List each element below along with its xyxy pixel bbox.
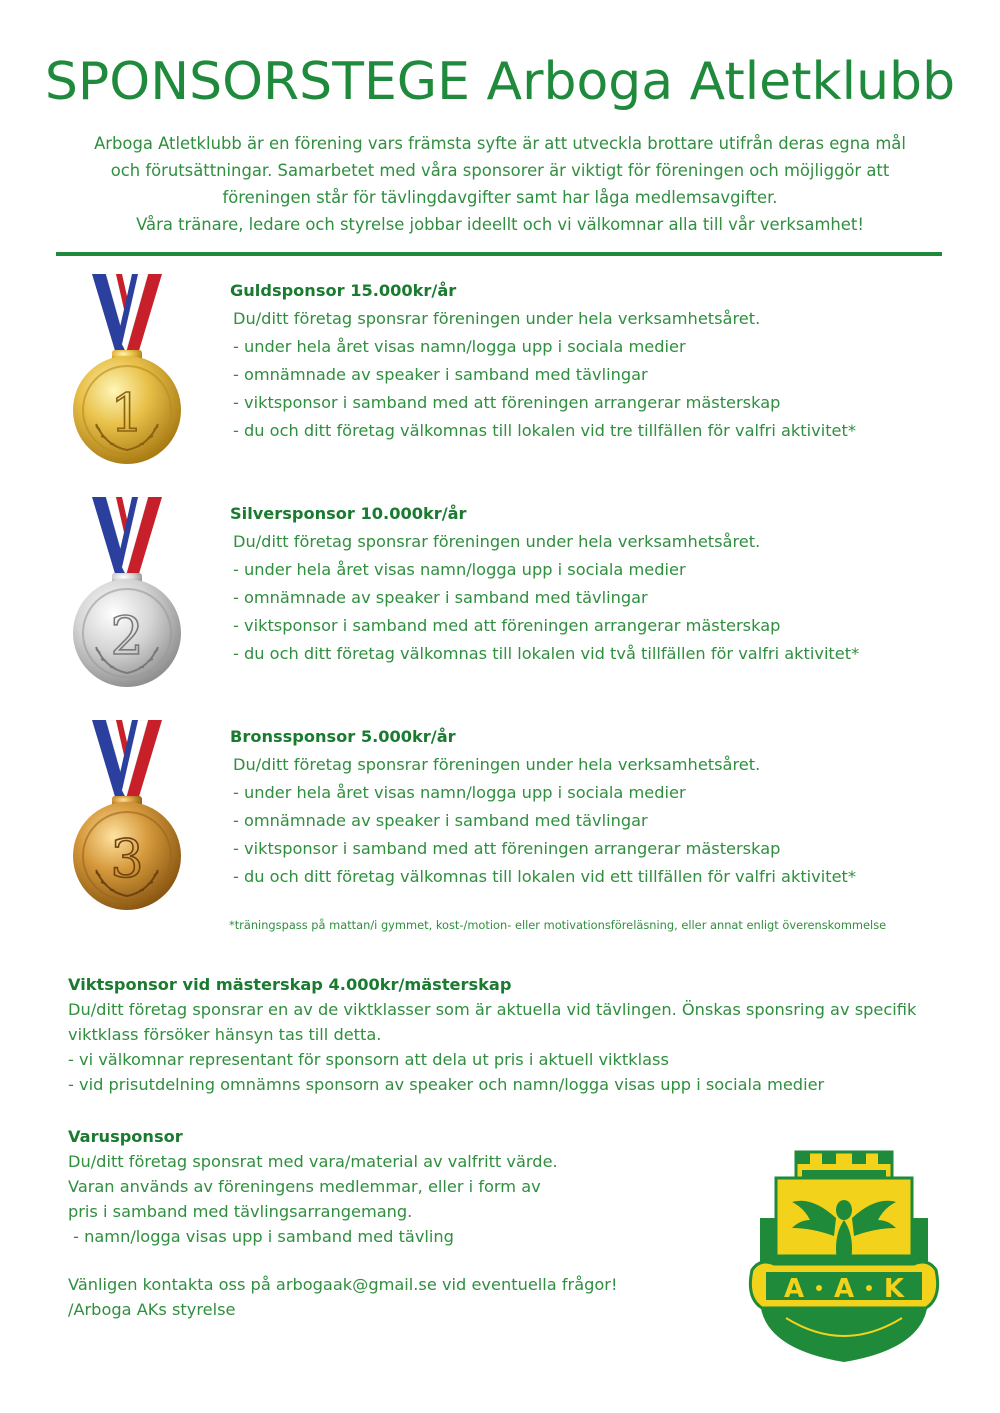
- section-heading: Varusponsor: [68, 1127, 183, 1146]
- svg-text:A: A: [783, 1274, 805, 1304]
- tier-line: Du/ditt företag sponsrar föreningen under hela verksamhetsåret.: [233, 755, 761, 774]
- svg-text:A: A: [833, 1274, 855, 1304]
- section-line: - vi välkomnar representant för sponsorn att dela ut pris i aktuell viktklass: [68, 1050, 669, 1069]
- footnote: *träningspass på mattan/i gymmet, kost-/motion- eller motivationsföreläsning, eller annat enligt överenskommelse: [229, 918, 887, 932]
- section-line: - namn/logga visas upp i samband med tävling: [68, 1227, 454, 1246]
- tier-line: - viktsponsor i samband med att föreningen arrangerar mästerskap: [233, 839, 781, 858]
- tier-line: - under hela året visas namn/logga upp i sociala medier: [233, 560, 686, 579]
- tier-line: - omnämnade av speaker i samband med tävlingar: [233, 588, 648, 607]
- gold-sponsor-section: [230, 277, 970, 445]
- section-line: Du/ditt företag sponsrat med vara/material av valfritt värde.: [68, 1152, 558, 1171]
- signature-line: /Arboga AKs styrelse: [68, 1300, 236, 1319]
- tier-line: - omnämnade av speaker i samband med tävlingar: [233, 365, 648, 384]
- section-line: pris i samband med tävlingsarrangemang.: [68, 1202, 413, 1221]
- intro-line: Våra tränare, ledare och styrelse jobbar ideellt och vi välkomnar alla till vår verksamhet!: [136, 215, 864, 234]
- bronze-sponsor-section: [230, 723, 970, 891]
- svg-text:1: 1: [110, 384, 144, 444]
- section-line: Varan används av föreningens medlemmar, eller i form av: [68, 1177, 541, 1196]
- tier-line: - viktsponsor i samband med att föreningen arrangerar mästerskap: [233, 616, 781, 635]
- tier-line: Du/ditt företag sponsrar föreningen under hela verksamhetsåret.: [233, 309, 761, 328]
- section-heading: Viktsponsor vid mästerskap 4.000kr/mästerskap: [68, 975, 512, 994]
- tier-line: Du/ditt företag sponsrar föreningen under hela verksamhetsåret.: [233, 532, 761, 551]
- contact-section: [68, 1272, 617, 1322]
- svg-text:2: 2: [110, 607, 144, 667]
- silver-sponsor-section: [230, 500, 970, 668]
- tier-heading: Guldsponsor 15.000kr/år: [230, 281, 457, 300]
- tier-heading: Silversponsor 10.000kr/år: [230, 504, 467, 523]
- section-line: viktklass försöker hänsyn tas till detta.: [68, 1025, 382, 1044]
- silver-medal-icon: [66, 497, 188, 687]
- page-title: SPONSORSTEGE Arboga Atletklubb: [44, 52, 956, 112]
- tier-line: - du och ditt företag välkomnas till lokalen vid två tillfällen för valfri aktivitet*: [233, 644, 860, 663]
- contact-line: Vänligen kontakta oss på arbogaak@gmail.se vid eventuella frågor!: [68, 1275, 618, 1294]
- intro-line: Arboga Atletklubb är en förening vars främsta syfte är att utveckla brottare utifrån deras egna mål: [94, 134, 906, 153]
- svg-text:K: K: [883, 1274, 905, 1304]
- tier-line: - du och ditt företag välkomnas till lokalen vid ett tillfällen för valfri aktivitet*: [233, 867, 856, 886]
- svg-text:3: 3: [110, 830, 144, 890]
- section-line: - vid prisutdelning omnämns sponsorn av speaker och namn/logga visas upp i sociala medier: [68, 1075, 825, 1094]
- section-line: Du/ditt företag sponsrar en av de viktklasser som är aktuella vid tävlingen. Önskas sponsring av specifik: [68, 1000, 917, 1019]
- tier-line: - under hela året visas namn/logga upp i sociala medier: [233, 783, 686, 802]
- gold-medal-icon: [66, 274, 188, 464]
- tier-line: - omnämnade av speaker i samband med tävlingar: [233, 811, 648, 830]
- tier-line: - under hela året visas namn/logga upp i sociala medier: [233, 337, 686, 356]
- divider: [56, 252, 942, 256]
- tier-line: - viktsponsor i samband med att föreningen arrangerar mästerskap: [233, 393, 781, 412]
- bronze-medal-icon: [66, 720, 188, 910]
- tier-heading: Bronssponsor 5.000kr/år: [230, 727, 456, 746]
- weight-sponsor-section: [68, 972, 948, 1097]
- intro-line: föreningen står för tävlingdavgifter samt har låga medlemsavgifter.: [222, 188, 778, 207]
- intro-text: [40, 130, 960, 238]
- tier-line: - du och ditt företag välkomnas till lokalen vid tre tillfällen för valfri aktivitet*: [233, 421, 856, 440]
- aak-club-crest-logo: [746, 1148, 942, 1364]
- intro-line: och förutsättningar. Samarbetet med våra sponsorer är viktigt för föreningen och möjliggör att: [110, 161, 890, 180]
